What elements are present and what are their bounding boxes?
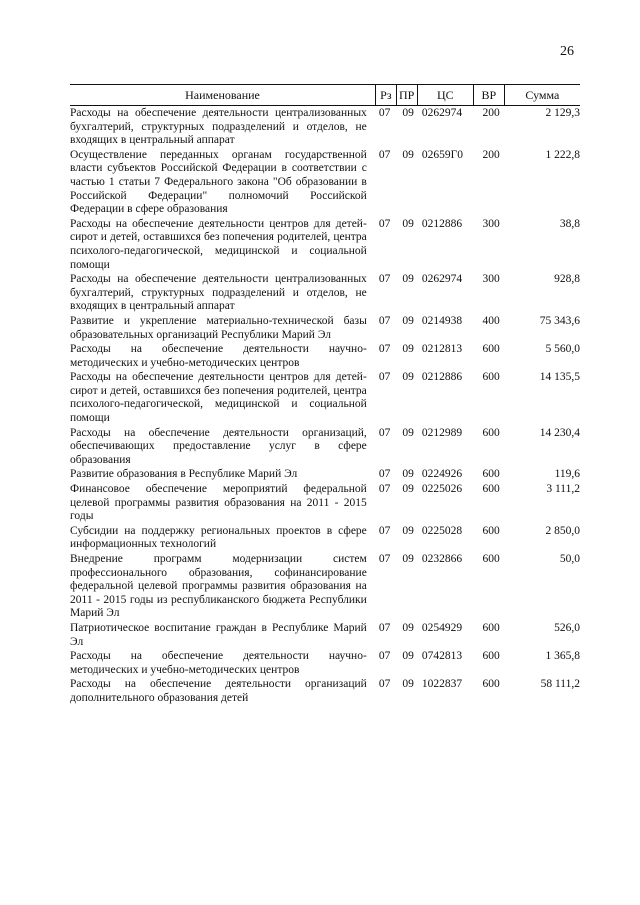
cell-rz: 07 xyxy=(378,314,391,327)
cell-rz: 07 xyxy=(378,273,391,286)
cell-name: Расходы на обеспечение деятельности организаций дополнительного образования детей xyxy=(70,678,367,704)
cell-rz: 07 xyxy=(378,468,391,481)
cell-cs: 0225028 xyxy=(421,524,463,537)
cell-pr: 09 xyxy=(402,553,414,565)
cell-name: Расходы на обеспечение деятельности центров для детей-сирот и детей, оставшихся без попечения родителей, центра психолого-педагогической, медицинской и социальной помощи xyxy=(70,371,367,425)
cell-pr: 09 xyxy=(402,650,414,663)
cell-cs: 0212886 xyxy=(421,217,463,230)
table-row xyxy=(70,622,580,649)
table-row xyxy=(70,525,580,552)
cell-rz: 07 xyxy=(378,107,391,119)
cell-cs: 0212989 xyxy=(421,426,463,439)
cell-pr: 09 xyxy=(402,483,414,496)
cell-vr: 600 xyxy=(482,483,500,496)
cell-name: Расходы на обеспечение деятельности централизованных бухгалтерий, структурных подразделений и отделов, не входящих в центральный аппарат xyxy=(70,273,367,313)
cell-vr: 400 xyxy=(482,314,500,327)
cell-name: Субсидии на поддержку региональных проектов в сфере информационных технологий xyxy=(70,524,367,551)
cell-cs: 0214938 xyxy=(421,314,463,327)
cell-vr: 600 xyxy=(482,678,500,691)
header-vr: ВР xyxy=(474,85,505,105)
cell-vr: 600 xyxy=(482,371,500,384)
cell-sum: 119,6 xyxy=(554,468,581,481)
cell-name: Расходы на обеспечение деятельности научно-методических и учебно-методических центров xyxy=(70,343,367,369)
cell-pr: 09 xyxy=(402,343,414,356)
cell-pr: 09 xyxy=(402,468,414,481)
cell-pr: 09 xyxy=(402,107,414,119)
page-number: 26 xyxy=(560,44,574,59)
cell-cs: 0212813 xyxy=(421,343,463,356)
cell-sum: 38,8 xyxy=(559,217,581,230)
cell-name: Расходы на обеспечение деятельности организаций, обеспечивающих предоставление услуг в сфере образования xyxy=(70,426,367,466)
cell-sum: 1 365,8 xyxy=(545,650,581,663)
cell-pr: 09 xyxy=(402,524,414,537)
cell-sum: 1 222,8 xyxy=(545,148,581,161)
table-row xyxy=(70,650,580,677)
cell-rz: 07 xyxy=(378,371,391,384)
cell-cs: 0742813 xyxy=(421,650,463,663)
table-row xyxy=(70,149,580,217)
cell-name: Развитие и укрепление материально-технической базы образовательных организаций Республики Марий Эл xyxy=(70,314,367,341)
cell-name: Расходы на обеспечение деятельности научно-методических и учебно-методических центров xyxy=(70,650,367,676)
cell-sum: 3 111,2 xyxy=(546,483,581,496)
cell-sum: 2 850,0 xyxy=(545,524,581,537)
cell-name: Патриотическое воспитание граждан в Республике Марий Эл xyxy=(70,621,367,648)
table-row xyxy=(70,273,580,314)
cell-cs: 0212886 xyxy=(421,371,463,384)
table-row xyxy=(70,107,580,148)
cell-name: Расходы на обеспечение деятельности центров для детей-сирот и детей, оставшихся без попечения родителей, центра психолого-педагогической, медицинской и социальной помощи xyxy=(70,217,367,271)
cell-cs: 02659Г0 xyxy=(421,148,464,161)
cell-vr: 600 xyxy=(482,650,500,663)
cell-rz: 07 xyxy=(378,426,391,439)
cell-rz: 07 xyxy=(378,650,391,663)
cell-vr: 600 xyxy=(482,468,500,481)
cell-sum: 526,0 xyxy=(554,621,581,634)
table-row xyxy=(70,218,580,272)
cell-cs: 0262974 xyxy=(421,273,463,286)
cell-sum: 928,8 xyxy=(554,273,581,286)
table-row xyxy=(70,315,580,342)
cell-name: Развитие образования в Республике Марий Эл xyxy=(70,468,298,481)
cell-vr: 600 xyxy=(482,621,500,634)
header-cs: ЦС xyxy=(418,85,474,105)
table-row xyxy=(70,343,580,370)
cell-pr: 09 xyxy=(402,371,414,384)
cell-pr: 09 xyxy=(402,148,414,161)
header-name: Наименование xyxy=(70,85,376,105)
cell-pr: 09 xyxy=(402,314,414,327)
table-header xyxy=(70,84,580,106)
cell-cs: 0224926 xyxy=(421,468,463,481)
cell-pr: 09 xyxy=(402,217,414,230)
table-row xyxy=(70,468,580,482)
cell-sum: 58 111,2 xyxy=(540,678,581,691)
cell-pr: 09 xyxy=(402,273,414,286)
cell-vr: 600 xyxy=(482,524,500,537)
cell-vr: 600 xyxy=(482,553,500,565)
cell-pr: 09 xyxy=(402,426,414,439)
cell-vr: 600 xyxy=(482,343,500,356)
header-sum: Сумма xyxy=(525,87,560,102)
cell-rz: 07 xyxy=(378,148,391,161)
cell-pr: 09 xyxy=(402,621,414,634)
cell-cs: 0254929 xyxy=(421,621,463,634)
cell-vr: 300 xyxy=(482,217,500,230)
cell-name: Внедрение программ модернизации систем профессионального образования, софинансирование федеральной целевой программы развития образования на 2011 - 2015 годы из республиканского бюджета Республики Марий Эл xyxy=(70,553,367,620)
cell-vr: 200 xyxy=(482,107,500,119)
cell-vr: 300 xyxy=(482,273,500,286)
cell-name: Осуществление переданных органам государственной власти субъектов Российской Федерации в соответствии с частью 1 статьи 7 Федерального закона "Об образовании в Российской Федерации" полномочий Российской Федерации в сфере образования xyxy=(70,148,367,216)
cell-cs: 1022837 xyxy=(421,678,463,691)
cell-sum: 75 343,6 xyxy=(539,314,581,327)
cell-name: Расходы на обеспечение деятельности централизованных бухгалтерий, структурных подразделений и отделов, не входящих в центральный аппарат xyxy=(70,107,367,147)
cell-rz: 07 xyxy=(378,217,391,230)
cell-rz: 07 xyxy=(378,678,391,691)
cell-sum: 5 560,0 xyxy=(545,343,581,356)
cell-sum: 50,0 xyxy=(559,553,581,565)
cell-rz: 07 xyxy=(378,553,391,565)
table-row xyxy=(70,678,580,705)
cell-rz: 07 xyxy=(378,483,391,496)
cell-sum: 14 135,5 xyxy=(539,371,581,384)
cell-name: Финансовое обеспечение мероприятий федеральной целевой программы развития образования на 2011 - 2015 годы xyxy=(70,483,367,523)
table-body xyxy=(70,107,580,706)
cell-rz: 07 xyxy=(378,524,391,537)
cell-cs: 0262974 xyxy=(421,107,463,119)
cell-vr: 600 xyxy=(482,426,500,439)
header-pr: ПР xyxy=(397,85,418,105)
table-row xyxy=(70,553,580,621)
cell-sum: 14 230,4 xyxy=(539,426,581,439)
cell-sum: 2 129,3 xyxy=(545,107,581,119)
cell-rz: 07 xyxy=(378,343,391,356)
cell-vr: 200 xyxy=(482,148,500,161)
table-row xyxy=(70,427,580,468)
cell-pr: 09 xyxy=(402,678,414,691)
cell-cs: 0225026 xyxy=(421,483,463,496)
table-row xyxy=(70,483,580,524)
cell-rz: 07 xyxy=(378,621,391,634)
table-row xyxy=(70,371,580,425)
budget-table xyxy=(70,84,580,706)
cell-cs: 0232866 xyxy=(421,553,463,565)
header-rz: Рз xyxy=(376,85,397,105)
